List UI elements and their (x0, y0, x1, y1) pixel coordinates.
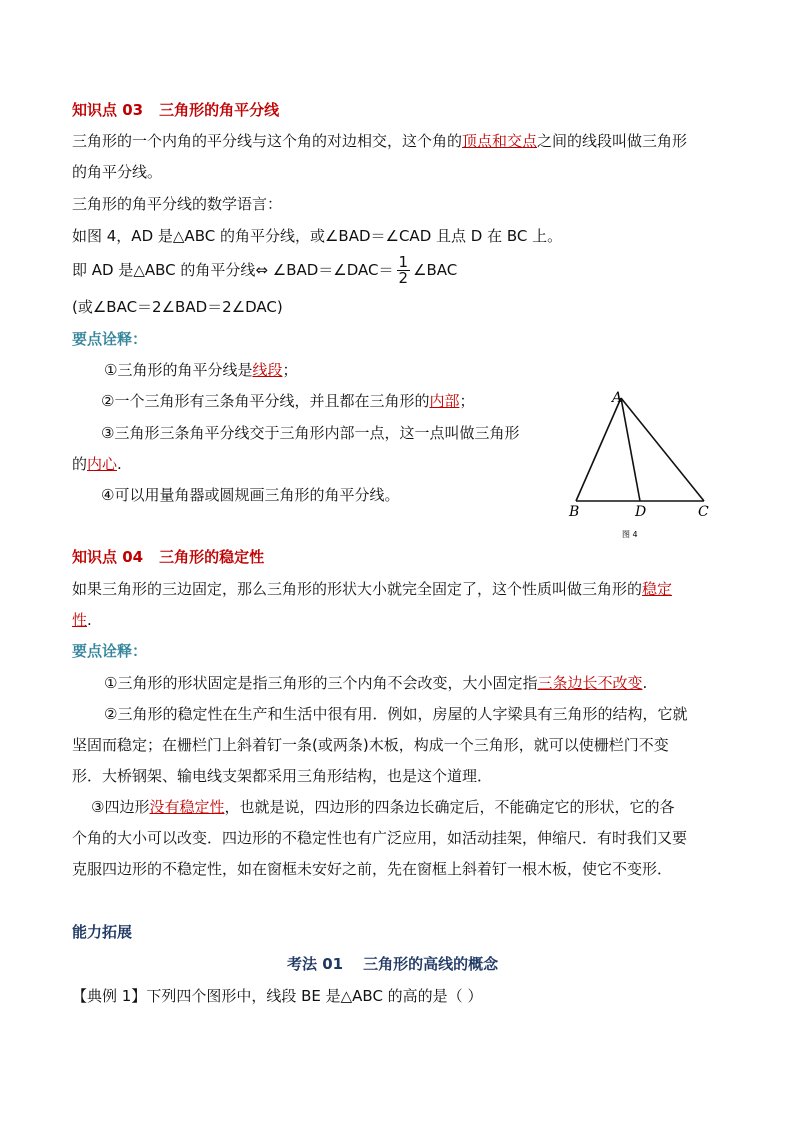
kp04-def-text: 如果三角形的三边固定，那么三角形的形状大小就完全固定了，这个性质叫做三角形的 (72, 580, 643, 598)
kp04-note-1-text: ①三角形的形状固定是指三角形的三个内角不会改变，大小固定指 (104, 674, 538, 692)
kp04-note-3-line3: 克服四边形的不稳定性，如在窗框未安好之前，先在窗框上斜着钉一根木板，使它不变形． (72, 860, 673, 878)
kp03-def-text-a: 三角形的一个内角的平分线与这个角的对边相交，这个角的 (72, 132, 463, 150)
kp03-note-3-underline: 内心 (87, 455, 118, 473)
kp03-note-3-line1: ③三角形三条角平分线交于三角形内部一点，这一点叫做三角形 (101, 424, 520, 442)
kp04-def-end: . (87, 611, 92, 629)
method-heading (287, 954, 587, 974)
kp04-def-line1 (72, 579, 727, 599)
kp03-def-line2: 的角平分线。 (72, 163, 163, 181)
kp04-note-3-line2: 个角的大小可以改变．四边形的不稳定性也有广泛应用，如活动挂架，伸缩尺．有时我们又要 (72, 829, 688, 847)
figure-4-triangle (556, 386, 736, 546)
kp03-figure-ref: 如图 4，AD 是△ABC 的角平分线，或∠BAD＝∠CAD 且点 D 在 BC 上。 (72, 227, 563, 245)
kp04-note-3-text: ③四边形 (91, 798, 150, 816)
kp03-note-1-end: ； (282, 361, 298, 379)
kp03-math-language: 三角形的角平分线的数学语言： (72, 195, 283, 213)
kp03-title: 三角形的角平分线 (159, 101, 280, 119)
kp04-note-3-rest: ，也就是说，四边形的四条边长确定后，不能确定它的形状，它的各 (224, 798, 675, 816)
kp04-heading (72, 547, 727, 567)
kp03-note-3-text: 的 (72, 455, 88, 473)
kp04-note-3-underline: 没有稳定性 (149, 798, 225, 816)
vertex-b-label: B (569, 504, 580, 520)
vertex-a-label: A (612, 390, 623, 406)
kp04-note-1 (104, 673, 759, 693)
kp03-alternative: (或∠BAC＝2∠BAD＝2∠DAC) (72, 298, 283, 316)
kp03-def-line1 (72, 131, 727, 151)
kp03-equivalence (72, 255, 727, 286)
ability-heading: 能力拓展 (72, 923, 133, 941)
figure-4-caption: 图 4 (622, 530, 638, 539)
example-question: 下列四个图形中，线段 BE 是△ABC 的高的是（ ） (146, 987, 483, 1005)
kp03-note-1 (104, 360, 759, 380)
kp03-number: 知识点 03 (72, 101, 144, 119)
kp04-note-1-end: . (642, 674, 648, 692)
kp03-def-underline: 顶点和交点 (462, 132, 538, 150)
kp03-notes-title: 要点诠释： (72, 330, 148, 348)
kp04-def-line2 (72, 610, 727, 630)
side-ac (621, 398, 704, 501)
kp04-note-2-line3: 形．大桥钢架、输电线支架都采用三角形结构，也是这个道理． (72, 767, 493, 785)
kp03-note-4: ④可以用量角器或圆规画三角形的角平分线。 (101, 486, 400, 504)
kp03-note-1-text: ①三角形的角平分线是 (104, 361, 253, 379)
kp03-note-1-underline: 线段 (252, 361, 283, 379)
side-ab (576, 398, 621, 501)
kp04-def-underline-2: 性 (72, 611, 88, 629)
example-label: 【典例 1】 (72, 987, 147, 1005)
kp04-title: 三角形的稳定性 (159, 548, 265, 566)
kp04-note-2-line1: ②三角形的稳定性在生产和生活中很有用．例如，房屋的人字梁具有三角形的结构，它就 (104, 705, 688, 723)
kp03-note-3-end: . (117, 455, 122, 473)
method-title: 三角形的高线的概念 (363, 955, 499, 973)
kp04-number: 知识点 04 (72, 548, 144, 566)
kp03-heading (72, 100, 727, 120)
vertex-c-label: C (698, 504, 709, 520)
example-1 (72, 986, 727, 1006)
kp04-note-3-line1 (91, 797, 746, 817)
kp03-note-2-text: ②一个三角形有三条角平分线，并且都在三角形的 (101, 392, 430, 410)
fraction-denominator: 2 (398, 269, 409, 287)
bisector-ad (621, 398, 640, 501)
kp04-def-underline-1: 稳定 (642, 580, 673, 598)
kp03-def-text-b: 之间的线段叫做三角形 (537, 132, 688, 150)
kp04-note-1-underline: 三条边长不改变 (537, 674, 643, 692)
kp03-equiv-text: 即 AD 是△ABC 的角平分线⇔ ∠BAD＝∠DAC＝ (72, 261, 394, 279)
kp03-note-2-underline: 内部 (429, 392, 460, 410)
point-d-label: D (635, 504, 647, 520)
fraction-numerator: 1 (398, 253, 409, 271)
kp04-notes-title: 要点诠释： (72, 642, 148, 660)
kp03-note-2-end: ； (459, 392, 475, 410)
kp03-equiv-angle: ∠BAC (413, 261, 458, 279)
method-number: 考法 01 (287, 955, 344, 973)
half-fraction (397, 255, 411, 286)
kp04-note-2-line2: 坚固而稳定；在栅栏门上斜着钉一条(或两条)木板，构成一个三角形，就可以使栅栏门不变 (72, 736, 669, 754)
